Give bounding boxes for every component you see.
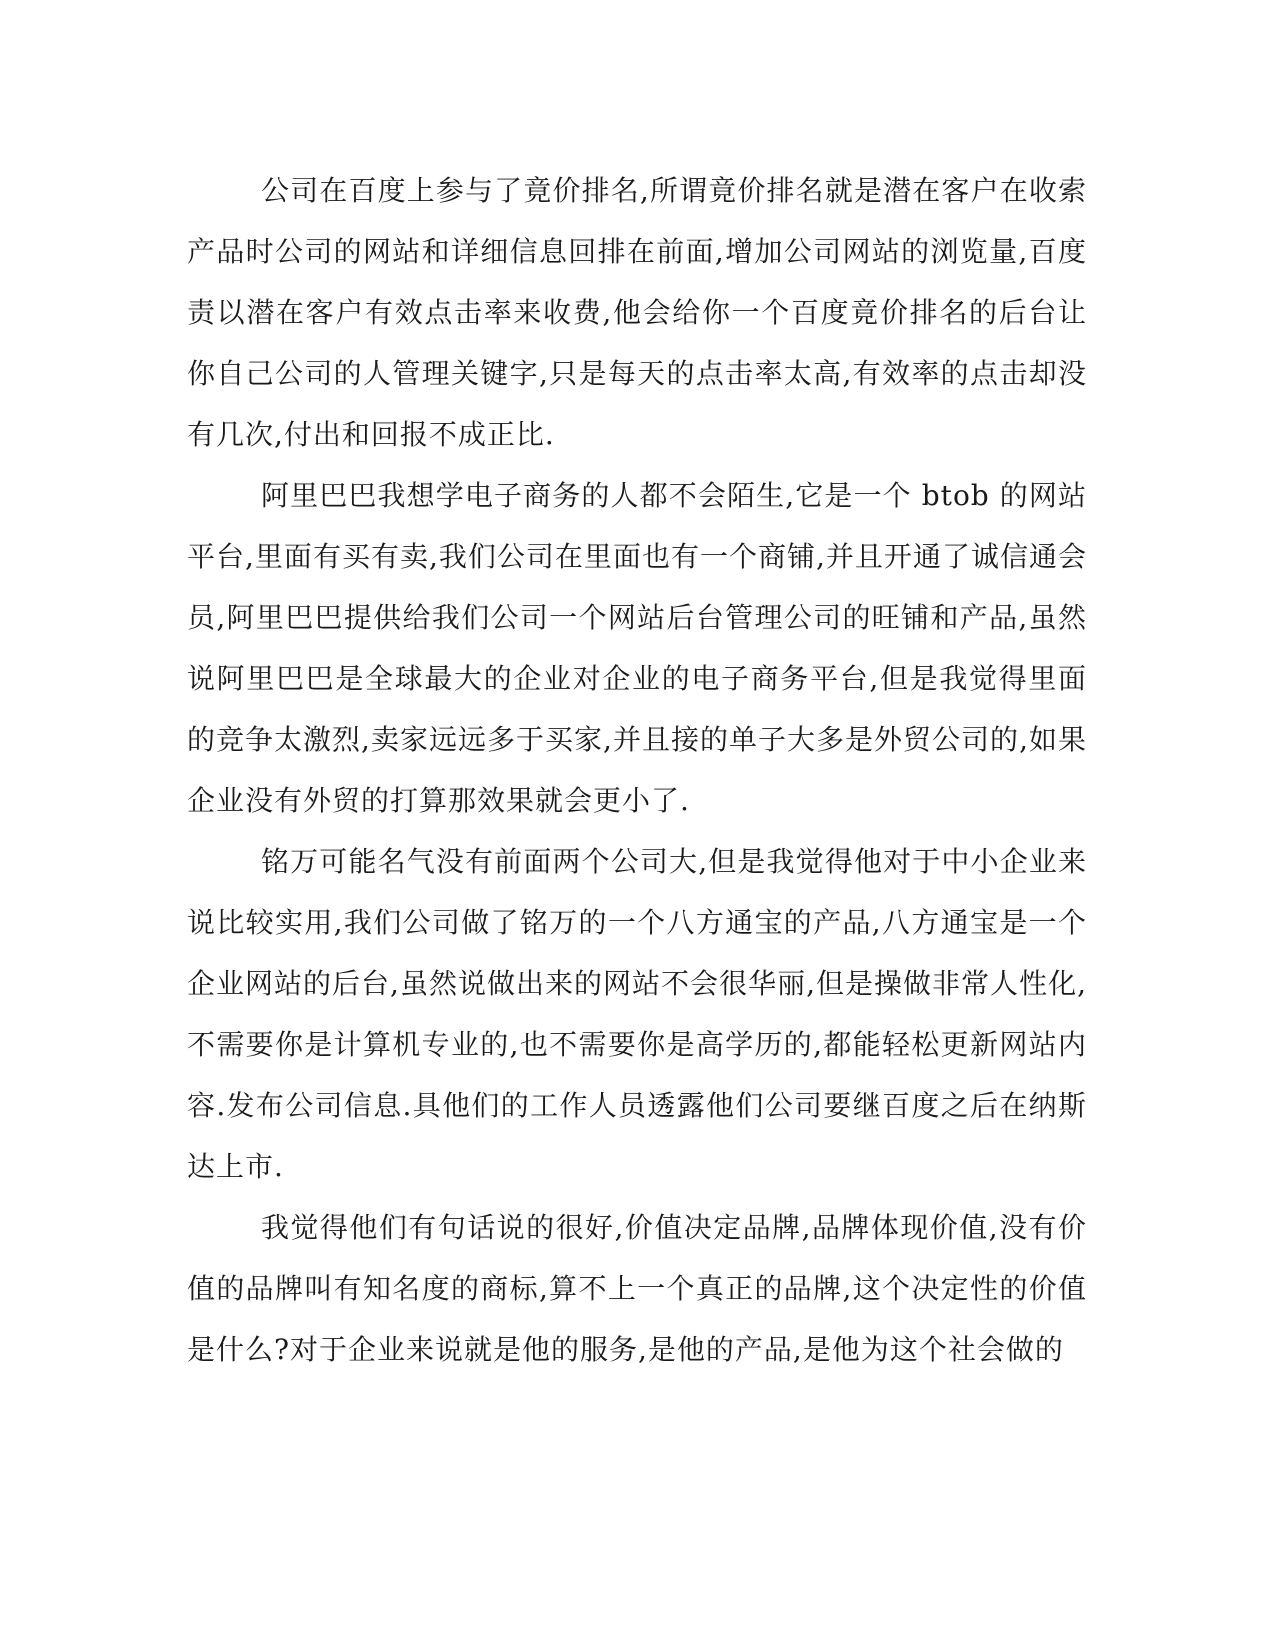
paragraph-mingwan: 铭万可能名气没有前面两个公司大,但是我觉得他对于中小企业来说比较实用,我们公司做了铭万的一个八方通宝的产品,八方通宝是一个企业网站的后台,虽然说做出来的网站不会很华丽,但是操做非常人性化,不需要你是计算机专业的,也不需要你是高学历的,都能轻松更新网站内容.发布公司信息.具他们的工作人员透露他们公司要继百度之后在纳斯达上市. xyxy=(187,845,1087,1183)
paragraph-alibaba: 阿里巴巴我想学电子商务的人都不会陌生,它是一个 btob 的网站平台,里面有买有卖,我们公司在里面也有一个商铺,并且开通了诚信通会员,阿里巴巴提供给我们公司一个网站后台管理公司的旺铺和产品,虽然说阿里巴巴是全球最大的企业对企业的电子商务平台,但是我觉得里面的竞争太激烈,卖家远远多于买家,并且接的单子大多是外贸公司的,如果企业没有外贸的打算那效果就会更小了. xyxy=(187,479,1087,817)
paragraph-baidu-ranking: 公司在百度上参与了竟价排名,所谓竟价排名就是潜在客户在收索产品时公司的网站和详细信息回排在前面,增加公司网站的浏览量,百度责以潜在客户有效点击率来收费,他会给你一个百度竟价排名的后台让你自己公司的人管理关键字,只是每天的点击率太高,有效率的点击却没有几次,付出和回报不成正比. xyxy=(187,174,1087,451)
document-body xyxy=(187,160,1087,1380)
paragraph-brand-value: 我觉得他们有句话说的很好,价值决定品牌,品牌体现价值,没有价值的品牌叫有知名度的商标,算不上一个真正的品牌,这个决定性的价值是什么?对于企业来说就是他的服务,是他的产品,是他为这个社会做的 xyxy=(187,1211,1087,1366)
